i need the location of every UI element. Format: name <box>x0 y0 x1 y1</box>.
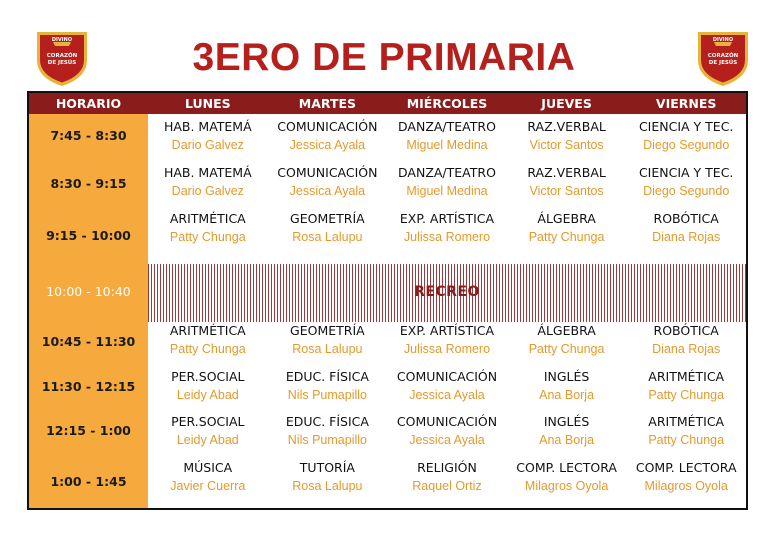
class-cell <box>387 460 507 493</box>
svg-text:CORAZÓN: CORAZÓN <box>707 53 739 59</box>
teacher-name: Ana Borja <box>539 433 595 447</box>
teacher-name: Diego Segundo <box>643 138 730 152</box>
time-slot: 10:45 - 11:30 <box>41 334 136 349</box>
class-cell <box>626 211 746 244</box>
subject-name: EXP. ARTÍSTICA <box>399 323 495 338</box>
svg-text:DIVINO: DIVINO <box>712 37 734 43</box>
class-cell <box>268 414 388 447</box>
subject-name: CIENCIA Y TEC. <box>638 165 734 180</box>
teacher-name: Ana Borja <box>539 388 595 402</box>
class-cell <box>626 414 746 447</box>
class-cell <box>268 460 388 493</box>
class-cell <box>148 211 268 244</box>
subject-name: GEOMETRÍA <box>290 211 365 226</box>
teacher-name: Jessica Ayala <box>409 433 485 447</box>
svg-text:DIVINO: DIVINO <box>51 37 73 43</box>
teacher-name: Patty Chunga <box>648 433 725 447</box>
class-cell <box>626 369 746 402</box>
header-day-martes: MARTES <box>298 96 357 111</box>
subject-name: HAB. MATEMÁ <box>163 119 252 134</box>
class-cell <box>268 119 388 152</box>
teacher-name: Jessica Ayala <box>289 184 366 198</box>
header-day-jueves: JUEVES <box>541 96 592 111</box>
subject-name: EDUC. FÍSICA <box>285 414 369 429</box>
subject-name: ARITMÉTICA <box>169 211 246 226</box>
teacher-name: Nils Pumapillo <box>287 388 367 402</box>
teacher-name: Victor Santos <box>529 138 604 152</box>
subject-name: MÚSICA <box>183 460 233 475</box>
teacher-name: Diana Rojas <box>652 230 721 244</box>
teacher-name: Dario Galvez <box>171 138 244 152</box>
subject-name: ÁLGEBRA <box>537 211 596 226</box>
subject-name: COMUNICACIÓN <box>277 119 378 134</box>
teacher-name: Nils Pumapillo <box>287 433 367 447</box>
teacher-name: Patty Chunga <box>528 230 605 244</box>
subject-name: EXP. ARTÍSTICA <box>399 211 495 226</box>
teacher-name: Patty Chunga <box>169 342 246 356</box>
class-cell <box>148 369 268 402</box>
header-day-lunes: LUNES <box>184 96 231 111</box>
class-cell <box>507 165 627 198</box>
subject-name: GEOMETRÍA <box>290 323 365 338</box>
teacher-name: Rosa Lalupu <box>292 479 363 493</box>
class-cell <box>507 211 627 244</box>
subject-name: ARITMÉTICA <box>648 369 725 384</box>
teacher-name: Dario Galvez <box>171 184 244 198</box>
subject-name: ARITMÉTICA <box>169 323 246 338</box>
class-cell <box>268 369 388 402</box>
teacher-name: Victor Santos <box>529 184 604 198</box>
class-cell <box>268 323 388 356</box>
svg-text:CORAZÓN: CORAZÓN <box>46 53 78 59</box>
schedule-header <box>29 93 746 114</box>
class-cell <box>626 165 746 198</box>
subject-name: PER.SOCIAL <box>171 414 245 429</box>
subject-name: RAZ.VERBAL <box>527 119 606 134</box>
teacher-name: Rosa Lalupu <box>292 230 363 244</box>
class-cell <box>507 369 627 402</box>
class-cell <box>507 414 627 447</box>
class-cell <box>148 323 268 356</box>
class-cell <box>387 165 507 198</box>
subject-name: PER.SOCIAL <box>171 369 245 384</box>
teacher-name: Patty Chunga <box>648 388 725 402</box>
subject-name: TUTORÍA <box>299 460 355 475</box>
class-cell <box>507 460 627 493</box>
teacher-name: Rosa Lalupu <box>292 342 363 356</box>
class-cell <box>626 119 746 152</box>
teacher-name: Julissa Romero <box>403 230 491 244</box>
teacher-name: Miguel Medina <box>406 138 488 152</box>
class-cell <box>387 119 507 152</box>
subject-name: COMUNICACIÓN <box>396 414 498 429</box>
subject-name: INGLÉS <box>543 369 590 384</box>
teacher-name: Patty Chunga <box>169 230 246 244</box>
subject-name: DANZA/TEATRO <box>398 165 496 180</box>
class-cell <box>387 211 507 244</box>
subject-name: ARITMÉTICA <box>648 414 725 429</box>
time-slot: 11:30 - 12:15 <box>41 379 136 394</box>
time-slot: 12:15 - 1:00 <box>46 423 131 438</box>
svg-text:DE JESÚS: DE JESÚS <box>708 60 738 66</box>
time-slot: 9:15 - 10:00 <box>46 228 131 243</box>
subject-name: COMUNICACIÓN <box>396 369 498 384</box>
class-cell <box>387 414 507 447</box>
subject-name: RELIGIÓN <box>417 460 477 475</box>
subject-name: EDUC. FÍSICA <box>285 369 369 384</box>
subject-name: ROBÓTICA <box>653 323 719 338</box>
teacher-name: Julissa Romero <box>403 342 491 356</box>
teacher-name: Milagros Oyola <box>644 479 728 493</box>
class-cell <box>507 119 627 152</box>
time-column <box>29 114 148 508</box>
page-title: 3ERO DE PRIMARIA <box>192 36 576 79</box>
recess-label: RECREO <box>414 284 480 300</box>
teacher-name: Patty Chunga <box>528 342 605 356</box>
subject-name: ROBÓTICA <box>653 211 719 226</box>
teacher-name: Diana Rojas <box>652 342 721 356</box>
teacher-name: Milagros Oyola <box>524 479 609 493</box>
teacher-name: Leidy Abad <box>176 433 239 447</box>
subject-name: RAZ.VERBAL <box>527 165 606 180</box>
subject-name: CIENCIA Y TEC. <box>638 119 734 134</box>
schedule-table <box>27 91 748 510</box>
class-cell <box>626 323 746 356</box>
header-day-viernes: VIERNES <box>655 96 717 111</box>
time-slot-recess: 10:00 - 10:40 <box>46 284 131 299</box>
subject-name: INGLÉS <box>543 414 590 429</box>
class-cell <box>387 369 507 402</box>
subject-name: ÁLGEBRA <box>537 323 596 338</box>
time-slot: 1:00 - 1:45 <box>50 474 127 489</box>
subject-name: DANZA/TEATRO <box>398 119 496 134</box>
time-slot: 7:45 - 8:30 <box>50 128 127 143</box>
teacher-name: Jessica Ayala <box>409 388 485 402</box>
class-cell <box>148 414 268 447</box>
teacher-name: Jessica Ayala <box>289 138 366 152</box>
subject-name: COMUNICACIÓN <box>277 165 378 180</box>
teacher-name: Javier Cuerra <box>170 479 246 493</box>
class-cell <box>148 165 268 198</box>
teacher-name: Diego Segundo <box>643 184 730 198</box>
class-cell <box>268 211 388 244</box>
subject-name: COMP. LECTORA <box>516 460 617 475</box>
class-cell <box>626 460 746 493</box>
time-slot: 8:30 - 9:15 <box>50 176 127 191</box>
class-cell <box>387 323 507 356</box>
class-cell <box>148 119 268 152</box>
teacher-name: Raquel Ortiz <box>412 479 482 493</box>
class-cell <box>148 460 268 493</box>
header-horario: HORARIO <box>55 96 122 111</box>
recess-band <box>148 264 746 322</box>
teacher-name: Miguel Medina <box>406 184 488 198</box>
class-cell <box>507 323 627 356</box>
subject-name: HAB. MATEMÁ <box>163 165 252 180</box>
class-cell <box>268 165 388 198</box>
subject-name: COMP. LECTORA <box>635 460 737 475</box>
teacher-name: Leidy Abad <box>176 388 239 402</box>
svg-text:DE JESÚS: DE JESÚS <box>47 60 77 66</box>
header-day-miercoles: MIÉRCOLES <box>406 96 488 111</box>
